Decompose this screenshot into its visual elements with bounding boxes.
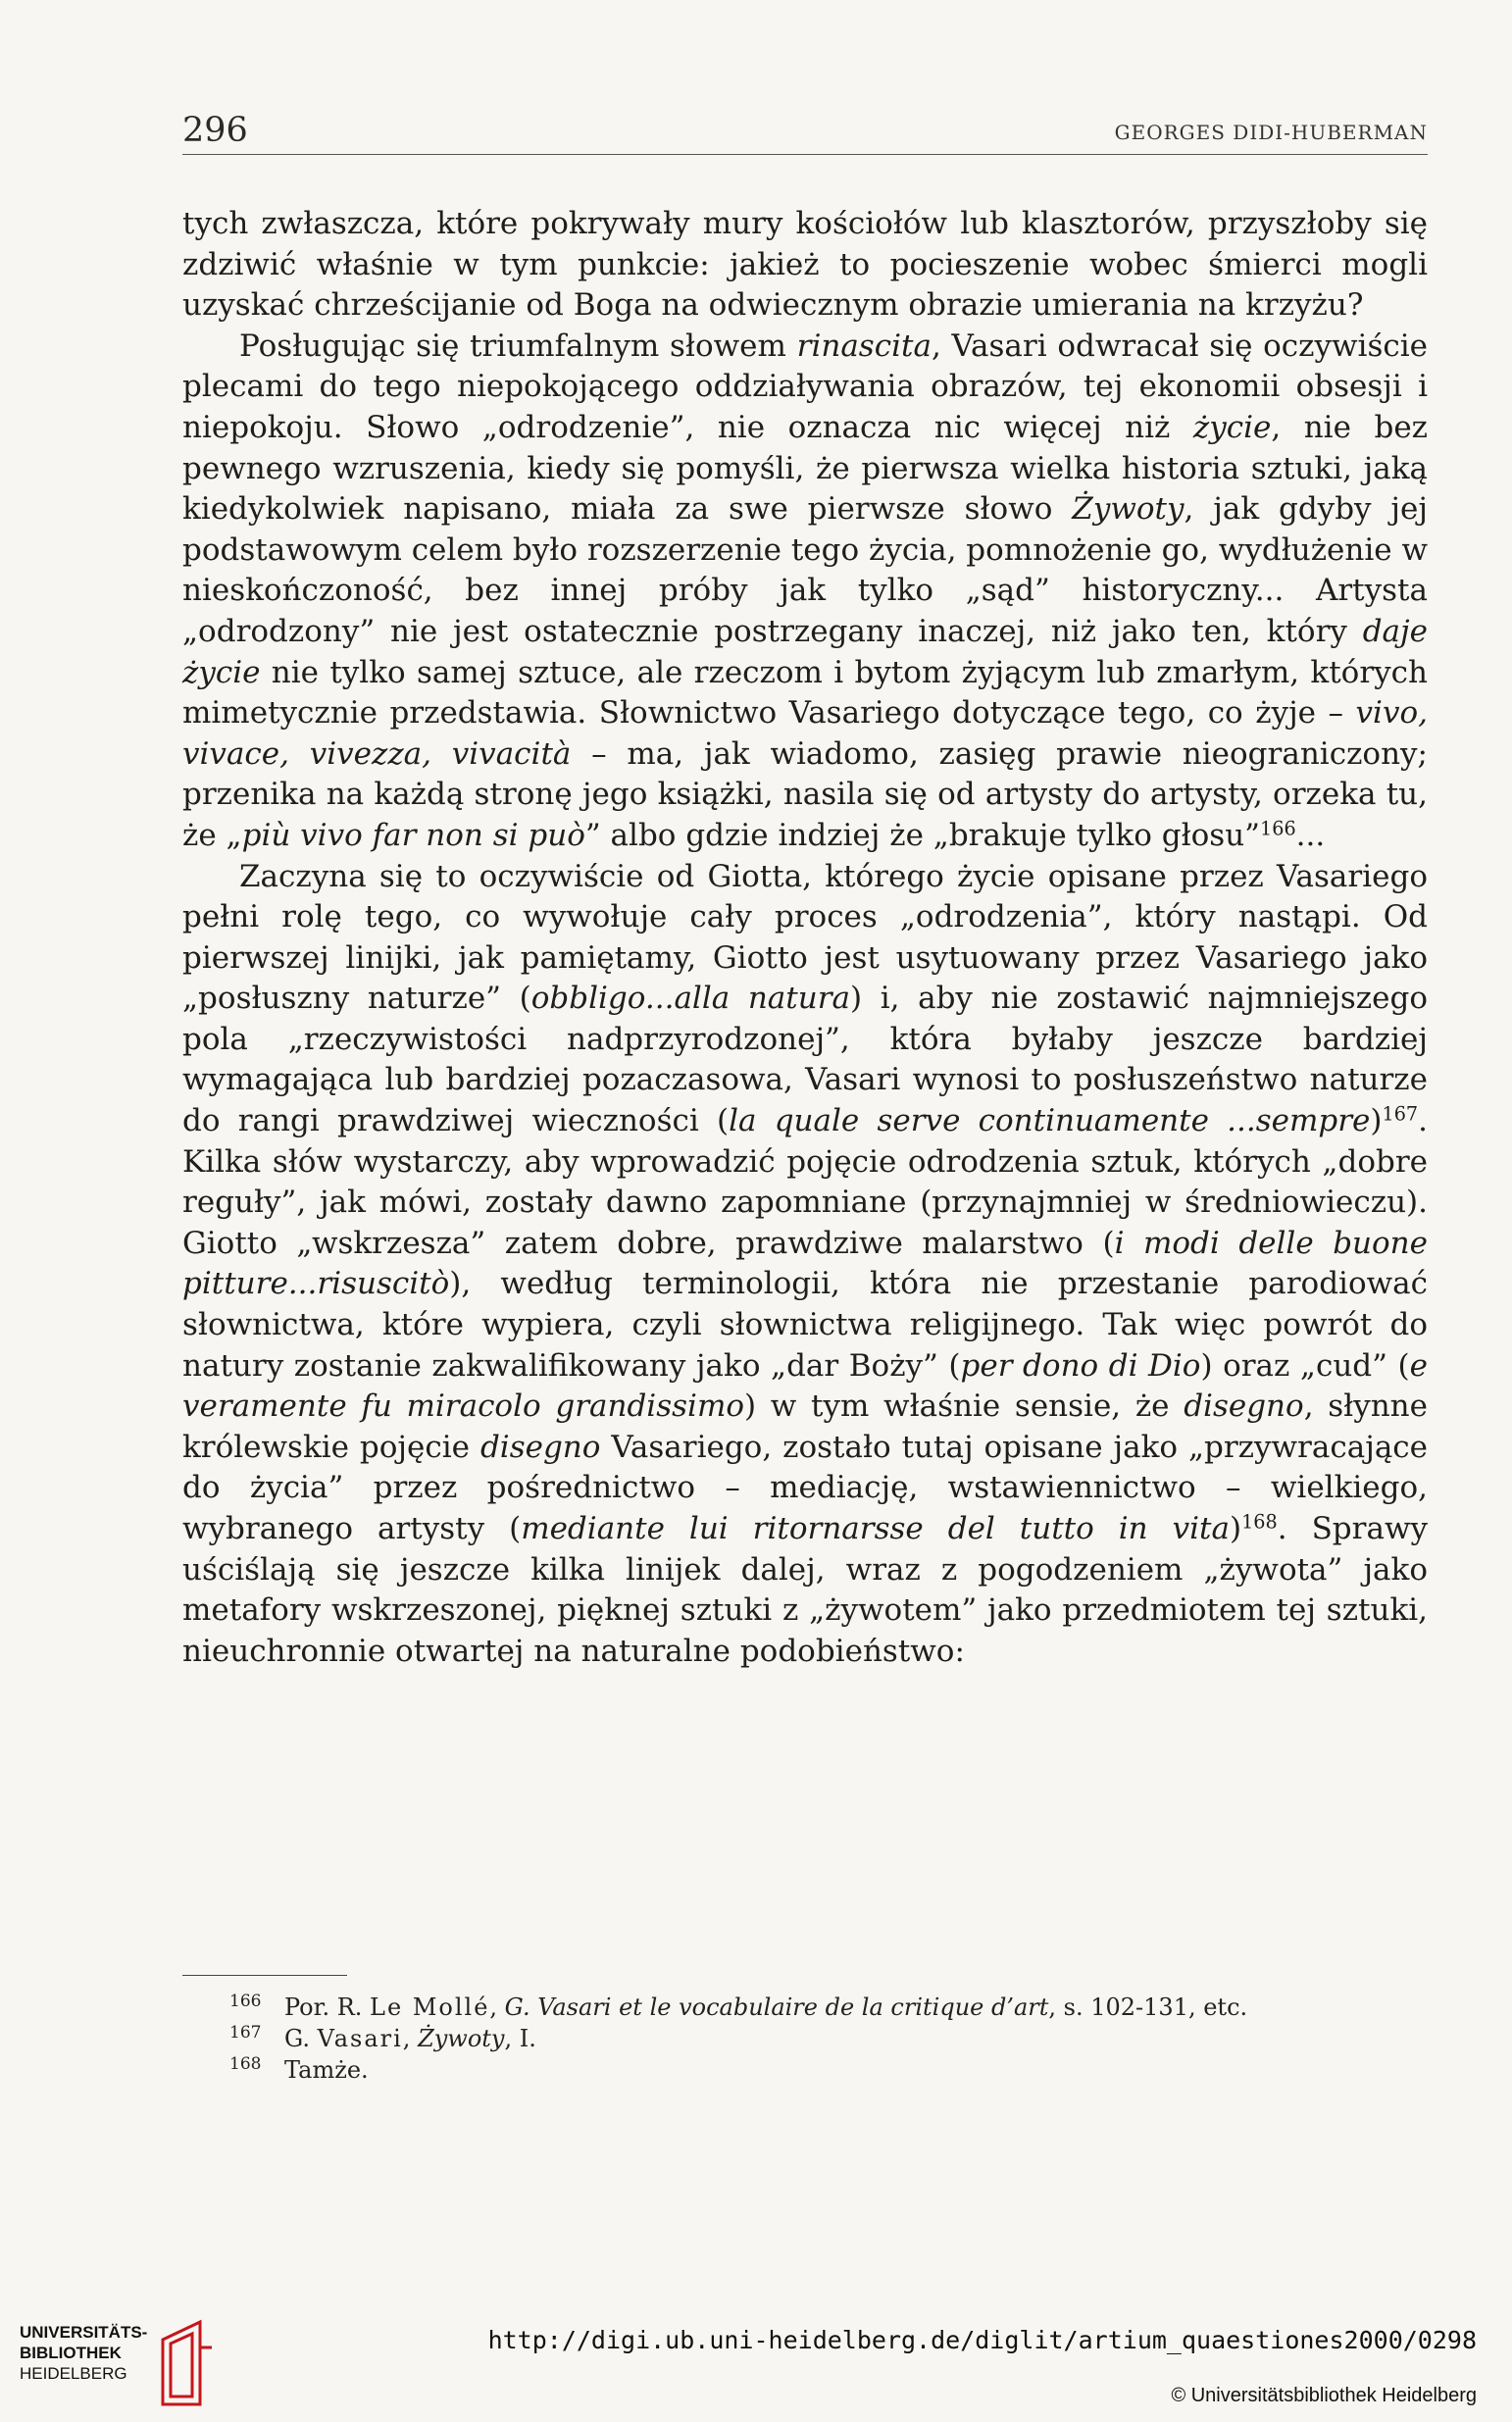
- copyright-notice: © Universitätsbibliothek Heidelberg: [1171, 2385, 1477, 2406]
- running-head: GEORGES DIDI-HUBERMAN: [1114, 121, 1428, 144]
- page-number: 296: [182, 111, 248, 150]
- logo-line-3: HEIDELBERG: [20, 2364, 127, 2383]
- paragraph-1: tych zwłaszcza, które pokrywały mury kościołów lub klasztorów, przyszłoby się zdziwić właśnie w tym punkcie: jakież to pocieszenie wobec śmierci mogli uzyskać chrześcijanie od Boga na odwiecznym obrazie umierania na krzyżu?: [182, 206, 1428, 324]
- footnote-divider: [182, 1975, 347, 1976]
- library-emblem-icon: [159, 2318, 216, 2408]
- main-text: [182, 204, 1428, 1672]
- footnote-168: 168 Tamże.: [229, 2053, 369, 2084]
- paragraph-2: Posługując się triumfalnym słowem rinascita, Vasari odwracał się oczywiście plecami do tego niepokojącego oddziaływania obrazów, tej ekonomii obsesji i niepokoju. Słowo „odrodzenie”, nie oznacza nic więcej niż życie, nie bez pewnego wzruszenia, kiedy się pomyśli, że pierwsza wielka historia sztuki, jaką kiedykolwiek napisano, miała za swe pierwsze słowo Żywoty, jak gdyby jej podstawowym celem było rozszerzenie tego życia, pomnożenie go, wydłużenie w nieskończoność, bez innej próby jak tylko „sąd” historyczny... Artysta „odrodzony” nie jest ostatecznie postrzegany inaczej, niż jako ten, który daje życie nie tylko samej sztuce, ale rzeczom i bytom żyjącym lub zmarłym, których mimetycznie przedstawia. Słownictwo Vasariego dotyczące tego, co żyje – vivo, vivace, vivezza, vivacità – ma, jak wiadomo, zasięg prawie nieograniczony; przenika na każdą stronę jego książki, nasila się od artysty do artysty, orzeka tu, że „più vivo far non si può” albo gdzie indziej że „brakuje tylko głosu”$^{166}$...: [182, 328, 1429, 853]
- logo-line-2: BIBLIOTHEK: [20, 2344, 122, 2362]
- paragraph-3: Zaczyna się to oczywiście od Giotta, którego życie opisane przez Vasariego pełni rolę tego, co wywołuje cały proces „odrodzenia”, który nastąpi. Od pierwszej linijki, jak pamiętamy, Giotto jest usytuowany przez Vasariego jako „posłuszny naturze” (obbligo...alla natura) i, aby nie zostawić najmniejszego pola „rzeczywistości nadprzyrodzonej”, która byłaby jeszcze bardziej wymagająca lub bardziej pozaczasowa, Vasari wynosi to posłuszeństwo naturze do rangi prawdziwej wieczności (la quale serve continuamente ...sempre)$^{167}$. Kilka słów wystarczy, aby wprowadzić pojęcie odrodzenia sztuk, których „dobre reguły”, jak mówi, zostały dawno zapomniane (przynajmniej w średniowieczu). Giotto „wskrzesza” zatem dobre, prawdziwe malarstwo (i modi delle buone pitture...risuscitò), według terminologii, która nie przestanie parodiować słownictwa, które wypiera, czyli słownictwa religijnego. Tak więc powrót do natury zostanie zakwalifikowany jako „dar Boży” (per dono di Dio) oraz „cud” (e veramente fu miracolo grandissimo) w tym właśnie sensie, że disegno, słynne królewskie pojęcie disegno Vasariego, zostało tutaj opisane jako „przywracające do życia” przez pośrednictwo – mediację, wstawiennictwo – wielkiego, wybranego artysty (mediante lui ritornarsse del tutto in vita)$^{168}$. Sprawy uściślają się jeszcze kilka linijek dalej, wraz z pogodzeniem „żywota” jako metafory wskrzeszonej, pięknej sztuki z „żywotem” jako przedmiotem tej sztuki, nieuchronnie otwartej na naturalne podobieństwo:: [182, 858, 1429, 1669]
- footnote-ref-168[interactable]: 168: [1241, 1510, 1278, 1534]
- footnote-ref-167[interactable]: 167: [1382, 1102, 1419, 1126]
- page-header: [182, 111, 1428, 155]
- source-url-link[interactable]: http://digi.ub.uni-heidelberg.de/diglit/artium_quaestiones2000/0298: [487, 2326, 1477, 2354]
- logo-line-1: UNIVERSITÄTS-: [20, 2323, 148, 2342]
- footnote-166: 166 Por. R. Le Mollé, G. Vasari et le vocabulaire de la critique d’art, s. 102-131, etc.: [229, 1991, 1248, 2021]
- library-logo[interactable]: [20, 2322, 216, 2410]
- footnotes: [182, 1992, 1428, 2086]
- footnote-ref-166[interactable]: 166: [1260, 817, 1296, 840]
- footnote-167: 167 G. Vasari, Żywoty, I.: [229, 2022, 536, 2052]
- page-footer: [0, 2295, 1512, 2422]
